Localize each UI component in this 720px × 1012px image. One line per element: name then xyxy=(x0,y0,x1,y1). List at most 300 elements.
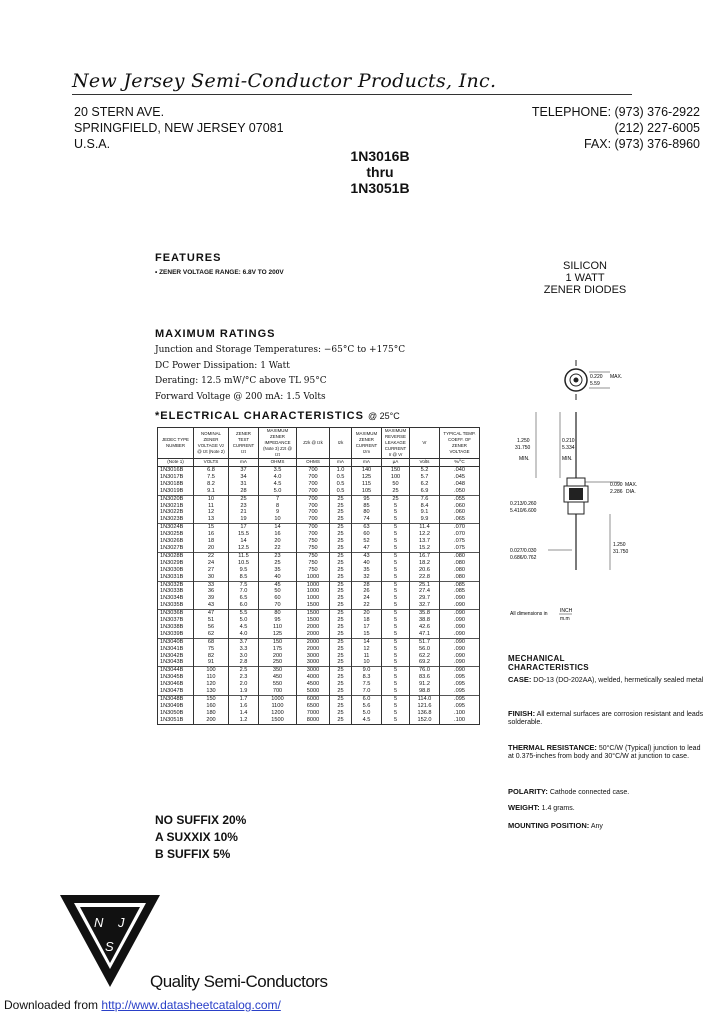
table-cell: 5 xyxy=(382,602,410,609)
table-cell: 25 xyxy=(330,703,352,710)
dim-end-max: MAX. xyxy=(610,374,623,380)
table-cell: 16.7 xyxy=(410,552,440,559)
table-cell: 25.1 xyxy=(410,581,440,588)
table-cell: 63 xyxy=(352,524,382,531)
download-prefix: Downloaded from xyxy=(4,998,102,1012)
table-cell: .060 xyxy=(440,509,480,516)
table-row xyxy=(158,474,480,481)
table-cell: 25 xyxy=(330,631,352,638)
company-name: New Jersey Semi-Conductor Products, Inc. xyxy=(72,70,497,92)
table-cell: 1N3049B xyxy=(158,703,194,710)
table-cell: 115 xyxy=(352,481,382,488)
table-cell: 28 xyxy=(352,581,382,588)
table-cell: 95 xyxy=(352,495,382,502)
table-cell: 56.0 xyxy=(410,646,440,653)
table-cell: 152.0 xyxy=(410,717,440,724)
table-cell: 1N3041B xyxy=(158,646,194,653)
table-cell: 25 xyxy=(330,638,352,645)
table-cell: .090 xyxy=(440,610,480,617)
table-header-cell: Vr xyxy=(410,428,440,459)
table-unit-cell: µA xyxy=(382,459,410,467)
table-cell: 1N3042B xyxy=(158,653,194,660)
logo-letter-s: S xyxy=(105,939,114,954)
table-cell: 25 xyxy=(330,581,352,588)
table-cell: 2000 xyxy=(297,631,330,638)
table-unit-cell: (Note 1) xyxy=(158,459,194,467)
package-outline-diagram xyxy=(480,360,720,630)
table-cell: 22 xyxy=(194,552,229,559)
dim-note: All dimensions in xyxy=(510,611,548,617)
table-cell: 1500 xyxy=(297,617,330,624)
table-cell: 200 xyxy=(194,717,229,724)
table-cell: 25 xyxy=(229,495,259,502)
table-cell: 6500 xyxy=(297,703,330,710)
table-cell: 25 xyxy=(330,681,352,688)
table-cell: 1000 xyxy=(297,574,330,581)
table-cell: 91.2 xyxy=(410,681,440,688)
table-row xyxy=(158,674,480,681)
table-cell: 7.0 xyxy=(352,688,382,695)
table-cell: 14 xyxy=(259,524,297,531)
dim-lead-length: 1.250 xyxy=(517,438,530,444)
table-cell: 5.0 xyxy=(229,617,259,624)
table-cell: 1.6 xyxy=(229,703,259,710)
dim-end-diameter: 0.220 xyxy=(590,374,603,380)
table-cell: 3000 xyxy=(297,653,330,660)
table-cell: 3.0 xyxy=(229,653,259,660)
table-cell: 150 xyxy=(259,638,297,645)
table-cell: 1N3039B xyxy=(158,631,194,638)
table-cell: 21 xyxy=(229,509,259,516)
table-cell: 5000 xyxy=(297,688,330,695)
table-cell: 5 xyxy=(382,610,410,617)
table-cell: 20 xyxy=(259,538,297,545)
table-header-cell: NOMINAL ZENER VOLTAGE Vz @ Izt (Note 2) xyxy=(194,428,229,459)
table-cell: 750 xyxy=(297,552,330,559)
table-cell: .095 xyxy=(440,681,480,688)
dim-lead-min-2: MIN. xyxy=(562,456,573,462)
table-cell: 1.9 xyxy=(229,688,259,695)
table-cell: 26 xyxy=(352,588,382,595)
table-cell: 1000 xyxy=(297,581,330,588)
table-cell: 750 xyxy=(297,545,330,552)
rating-forward-voltage: Forward Voltage @ 200 mA: 1.5 Volts xyxy=(155,391,326,402)
table-cell: 1.0 xyxy=(330,467,352,474)
table-cell: 5 xyxy=(382,581,410,588)
table-cell: 4500 xyxy=(297,681,330,688)
table-cell: 29.7 xyxy=(410,595,440,602)
table-cell: .085 xyxy=(440,581,480,588)
table-cell: 60 xyxy=(259,595,297,602)
table-row xyxy=(158,509,480,516)
table-cell: 25 xyxy=(259,560,297,567)
table-cell: 5 xyxy=(382,509,410,516)
table-cell: 25 xyxy=(330,674,352,681)
table-cell: .090 xyxy=(440,624,480,631)
table-cell: 1N3046B xyxy=(158,681,194,688)
elec-heading xyxy=(155,410,400,422)
dim-stud-max: 0.090 xyxy=(610,482,623,488)
table-cell: 47 xyxy=(352,545,382,552)
table-cell: 700 xyxy=(297,524,330,531)
table-row xyxy=(158,488,480,495)
table-cell: 1000 xyxy=(259,696,297,703)
elec-heading-temp: @ 25°C xyxy=(367,411,400,421)
table-cell: 7.5 xyxy=(352,681,382,688)
table-cell: 23 xyxy=(229,503,259,510)
table-cell: 5 xyxy=(382,710,410,717)
table-cell: 5 xyxy=(382,538,410,545)
table-row xyxy=(158,717,480,724)
table-cell: 0.5 xyxy=(330,481,352,488)
table-cell: 175 xyxy=(259,646,297,653)
table-cell: 1N3021B xyxy=(158,503,194,510)
table-cell: 13 xyxy=(194,516,229,523)
table-cell: 1N3038B xyxy=(158,624,194,631)
table-cell: 25 xyxy=(330,646,352,653)
table-cell: 0.5 xyxy=(330,488,352,495)
table-cell: 5 xyxy=(382,595,410,602)
table-cell: 750 xyxy=(297,560,330,567)
table-unit-cell: OHMS xyxy=(297,459,330,467)
table-row xyxy=(158,531,480,538)
table-cell: 5 xyxy=(382,531,410,538)
table-cell: 3000 xyxy=(297,667,330,674)
table-cell: 5 xyxy=(382,659,410,666)
table-cell: .080 xyxy=(440,560,480,567)
table-cell: 5.5 xyxy=(229,610,259,617)
table-cell: 52 xyxy=(352,538,382,545)
table-cell: 1000 xyxy=(297,588,330,595)
table-cell: .100 xyxy=(440,717,480,724)
table-cell: 25 xyxy=(330,545,352,552)
table-cell: .040 xyxy=(440,467,480,474)
table-cell: 25 xyxy=(330,560,352,567)
table-cell: 42.6 xyxy=(410,624,440,631)
dim-body-dia-mm: 5.334 xyxy=(562,445,575,451)
table-cell: 11 xyxy=(352,653,382,660)
table-row xyxy=(158,588,480,595)
table-cell: 76.0 xyxy=(410,667,440,674)
table-cell: 5 xyxy=(382,567,410,574)
electrical-characteristics-table xyxy=(157,427,480,725)
mech-finish-text: All external surfaces are corrosion resistant and leads solderable. xyxy=(508,711,704,726)
table-cell: 8.5 xyxy=(229,574,259,581)
table-unit-cell: mA xyxy=(330,459,352,467)
suffix-none: NO SUFFIX 20% xyxy=(155,813,247,827)
table-cell: 33 xyxy=(194,581,229,588)
table-unit-cell: %/°C xyxy=(440,459,480,467)
quality-tagline: Quality Semi-Conductors xyxy=(150,972,328,991)
address-city: SPRINGFIELD, NEW JERSEY 07081 xyxy=(74,121,284,135)
table-cell: .090 xyxy=(440,646,480,653)
table-cell: 5 xyxy=(382,545,410,552)
table-row xyxy=(158,552,480,559)
table-cell: 1N3018B xyxy=(158,481,194,488)
table-row xyxy=(158,610,480,617)
table-cell: .080 xyxy=(440,574,480,581)
table-cell: 5 xyxy=(382,631,410,638)
table-cell: 37 xyxy=(229,467,259,474)
table-cell: .095 xyxy=(440,696,480,703)
download-footer xyxy=(4,998,281,1012)
table-cell: 5 xyxy=(382,681,410,688)
table-cell: 8000 xyxy=(297,717,330,724)
table-cell: 25 xyxy=(330,531,352,538)
table-cell: .090 xyxy=(440,595,480,602)
table-cell: 2.8 xyxy=(229,659,259,666)
table-cell: 3.7 xyxy=(229,638,259,645)
table-cell: 25 xyxy=(330,574,352,581)
table-cell: 1N3043B xyxy=(158,659,194,666)
table-cell: 25 xyxy=(330,696,352,703)
table-cell: 35.8 xyxy=(410,610,440,617)
table-row xyxy=(158,681,480,688)
table-cell: 8.3 xyxy=(352,674,382,681)
table-cell: 85 xyxy=(352,503,382,510)
max-ratings-heading: MAXIMUM RATINGS xyxy=(155,328,276,340)
table-cell: 16 xyxy=(194,531,229,538)
table-cell: 136.8 xyxy=(410,710,440,717)
table-cell: 5 xyxy=(382,703,410,710)
table-header-cell: TYPICAL TEMP. COEFF. OF ZENER VOLTAGE xyxy=(440,428,480,459)
table-cell: 1N3047B xyxy=(158,688,194,695)
table-cell: 1N3044B xyxy=(158,667,194,674)
table-row xyxy=(158,481,480,488)
logo-letter-n: N xyxy=(94,915,104,930)
table-cell: 8.2 xyxy=(194,481,229,488)
table-cell: 25 xyxy=(330,503,352,510)
table-cell: .045 xyxy=(440,474,480,481)
mech-mounting-text: Any xyxy=(590,823,603,830)
diode-body-icon xyxy=(564,478,588,514)
table-cell: 5 xyxy=(382,638,410,645)
header-rule xyxy=(72,94,632,95)
table-cell: 83.6 xyxy=(410,674,440,681)
table-cell: 8 xyxy=(259,503,297,510)
table-cell: 114.0 xyxy=(410,696,440,703)
table-cell: 10 xyxy=(194,495,229,502)
download-link[interactable]: http://www.datasheetcatalog.com/ xyxy=(101,998,281,1012)
table-cell: .095 xyxy=(440,703,480,710)
table-cell: 1.4 xyxy=(229,710,259,717)
table-cell: 6.2 xyxy=(410,481,440,488)
mech-finish-label: FINISH: xyxy=(508,709,536,718)
table-cell: .050 xyxy=(440,488,480,495)
table-cell: 0.5 xyxy=(330,474,352,481)
dim-stud-dia: DIA. xyxy=(626,489,636,495)
table-cell: 125 xyxy=(259,631,297,638)
table-cell: 110 xyxy=(194,674,229,681)
table-cell: 4.5 xyxy=(259,481,297,488)
telephone-2: (212) 227-6005 xyxy=(614,121,700,135)
table-cell: 62.2 xyxy=(410,653,440,660)
table-cell: 22 xyxy=(352,602,382,609)
table-cell: 1N3036B xyxy=(158,610,194,617)
dim-stud-max-label: MAX. xyxy=(625,482,638,488)
table-cell: 5 xyxy=(382,624,410,631)
table-cell: 25 xyxy=(330,710,352,717)
table-cell: 15 xyxy=(194,524,229,531)
table-cell: 25 xyxy=(330,524,352,531)
mech-mounting xyxy=(508,822,708,831)
table-cell: 25 xyxy=(330,659,352,666)
table-cell: 6.5 xyxy=(229,595,259,602)
table-row xyxy=(158,710,480,717)
table-cell: 5 xyxy=(382,503,410,510)
table-cell: 98.8 xyxy=(410,688,440,695)
dim-bottom-lead-mm: 31.750 xyxy=(613,549,629,555)
table-cell: 91 xyxy=(194,659,229,666)
table-cell: 180 xyxy=(194,710,229,717)
table-cell: 27.4 xyxy=(410,588,440,595)
table-cell: 25 xyxy=(330,653,352,660)
njs-logo-icon xyxy=(60,895,160,987)
table-row xyxy=(158,624,480,631)
table-row xyxy=(158,503,480,510)
table-cell: .085 xyxy=(440,588,480,595)
table-cell: 5 xyxy=(382,524,410,531)
mech-polarity-text: Cathode connected case. xyxy=(549,789,630,796)
table-cell: 1N3024B xyxy=(158,524,194,531)
table-row xyxy=(158,631,480,638)
rating-derating: Derating: 12.5 mW/°C above TL 95°C xyxy=(155,376,327,386)
table-header-cell: MAXIMUM ZENER IMPEDANCE (Note 3) Zzt @ Izt xyxy=(259,428,297,459)
table-cell: 4.5 xyxy=(352,717,382,724)
table-cell: 25 xyxy=(330,509,352,516)
table-header-cell: MAXIMUM REVERSE LEAKAGE CURRENT Ir @ Vr xyxy=(382,428,410,459)
mech-weight-label: WEIGHT: xyxy=(508,803,540,812)
table-cell: 25 xyxy=(330,567,352,574)
table-cell: 80 xyxy=(259,610,297,617)
table-cell: 15 xyxy=(352,631,382,638)
mech-weight-text: 1.4 grams. xyxy=(541,805,575,812)
table-row xyxy=(158,688,480,695)
table-cell: 150 xyxy=(194,696,229,703)
table-row xyxy=(158,524,480,531)
table-cell: 700 xyxy=(259,688,297,695)
table-cell: 14 xyxy=(352,638,382,645)
table-cell: 700 xyxy=(297,474,330,481)
table-cell: 1N3050B xyxy=(158,710,194,717)
table-cell: 1N3027B xyxy=(158,545,194,552)
table-cell: 7.5 xyxy=(194,474,229,481)
table-cell: 5 xyxy=(382,617,410,624)
features-heading: FEATURES xyxy=(155,252,222,264)
suffix-a: A SUXXIX 10% xyxy=(155,830,238,844)
table-cell: 25 xyxy=(330,516,352,523)
dim-lead-length-mm: 31.750 xyxy=(515,445,531,451)
table-cell: 5 xyxy=(382,674,410,681)
mech-case-text: DO-13 (DO-202AA), welded, hermetically sealed metal xyxy=(533,677,704,684)
table-row xyxy=(158,696,480,703)
table-cell: 700 xyxy=(297,516,330,523)
table-cell: 20.6 xyxy=(410,567,440,574)
table-cell: 16 xyxy=(259,531,297,538)
part-to: 1N3051B xyxy=(350,180,410,196)
table-cell: 1100 xyxy=(259,703,297,710)
feature-item: • ZENER VOLTAGE RANGE: 6.8V TO 200V xyxy=(155,269,284,276)
dim-lead-dia: 0.027/0.030 xyxy=(510,548,537,554)
table-cell: 5 xyxy=(382,696,410,703)
table-cell: 4.0 xyxy=(259,474,297,481)
table-cell: 11.4 xyxy=(410,524,440,531)
table-cell: 25 xyxy=(330,717,352,724)
rating-temperature: Junction and Storage Temperatures: −65°C to +175°C xyxy=(155,345,406,355)
table-cell: .090 xyxy=(440,617,480,624)
table-cell: 1.2 xyxy=(229,717,259,724)
table-cell: 32 xyxy=(352,574,382,581)
table-cell: .065 xyxy=(440,516,480,523)
table-row xyxy=(158,667,480,674)
table-cell: 12.2 xyxy=(410,531,440,538)
part-number-range xyxy=(340,148,420,196)
table-cell: 43 xyxy=(352,552,382,559)
table-cell: 5.7 xyxy=(410,474,440,481)
table-cell: 1N3017B xyxy=(158,474,194,481)
table-cell: 1N3032B xyxy=(158,581,194,588)
table-header-cell: Izk xyxy=(330,428,352,459)
table-cell: 18.2 xyxy=(410,560,440,567)
table-cell: 5 xyxy=(382,653,410,660)
table-cell: 4.5 xyxy=(229,624,259,631)
table-cell: .048 xyxy=(440,481,480,488)
table-row xyxy=(158,560,480,567)
mech-thermal-text: 50°C/W (Typical) junction to lead at 0.375-inches from body and 30°C/W at junction to case. xyxy=(508,745,701,760)
table-cell: 5.0 xyxy=(259,488,297,495)
table-cell: 1N3051B xyxy=(158,717,194,724)
table-cell: 36 xyxy=(194,588,229,595)
product-line-3: ZENER DIODES xyxy=(543,284,627,296)
table-cell: .080 xyxy=(440,567,480,574)
table-cell: 11.5 xyxy=(229,552,259,559)
table-cell: .090 xyxy=(440,659,480,666)
table-row xyxy=(158,516,480,523)
table-cell: 5 xyxy=(382,646,410,653)
table-header-cell: Zzk @ Izk xyxy=(297,428,330,459)
table-cell: 5 xyxy=(382,667,410,674)
table-cell: 3.3 xyxy=(229,646,259,653)
table-cell: 25 xyxy=(330,588,352,595)
table-cell: .095 xyxy=(440,688,480,695)
table-cell: 22.8 xyxy=(410,574,440,581)
table-cell: 56 xyxy=(194,624,229,631)
table-cell: .080 xyxy=(440,552,480,559)
table-cell: 9.5 xyxy=(229,567,259,574)
table-cell: 9 xyxy=(259,509,297,516)
table-cell: 51 xyxy=(194,617,229,624)
table-row xyxy=(158,467,480,474)
table-cell: 28 xyxy=(229,488,259,495)
dim-bottom-lead: 1.250 xyxy=(613,542,626,548)
table-row xyxy=(158,538,480,545)
table-cell: 40 xyxy=(352,560,382,567)
table-cell: 150 xyxy=(382,467,410,474)
mech-case-label: CASE: xyxy=(508,675,532,684)
table-cell: 6.8 xyxy=(194,467,229,474)
product-description xyxy=(530,260,640,296)
table-cell: 24 xyxy=(194,560,229,567)
table-cell: 9.1 xyxy=(410,509,440,516)
product-line-1: SILICON xyxy=(562,260,607,272)
rating-power: DC Power Dissipation: 1 Watt xyxy=(155,360,290,371)
table-cell: 5.6 xyxy=(352,703,382,710)
table-cell: .095 xyxy=(440,674,480,681)
table-cell: 17 xyxy=(229,524,259,531)
table-row xyxy=(158,646,480,653)
table-cell: 95 xyxy=(259,617,297,624)
table-cell: 1N3037B xyxy=(158,617,194,624)
